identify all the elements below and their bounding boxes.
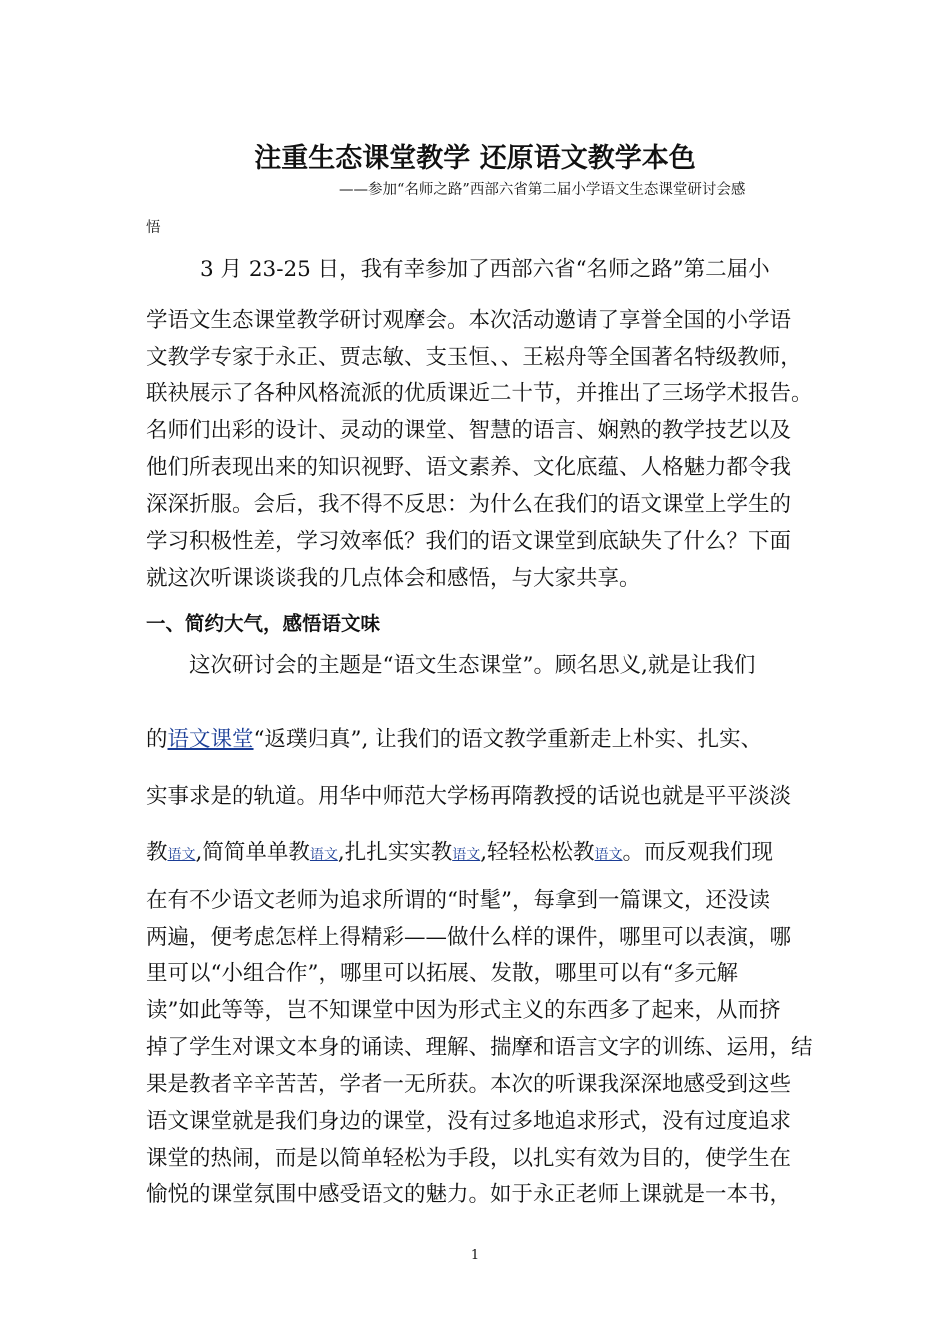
paragraph-line: 名师们出彩的设计、灵动的课堂、智慧的语言、娴熟的教学技艺以及 [146,418,792,443]
paragraph-line: 这次研讨会的主题是“语文生态课堂”。顾名思义,就是让我们 [189,653,756,678]
page-number: 1 [470,1248,480,1263]
paragraph-line: 里可以“小组合作”，哪里可以拓展、发散，哪里可以有“多元解 [146,961,738,986]
section-heading: 一、简约大气，感悟语文味 [146,612,381,635]
paragraph-line: 学习积极性差，学习效率低？我们的语文课堂到底缺失了什么？下面 [146,529,792,554]
paragraph-line: 果是教者辛辛苦苦，学者一无所获。本次的听课我深深地感受到这些 [146,1072,792,1097]
paragraph-line: 3 月 23-25 日，我有幸参加了西部六省“名师之路”第二届小 [200,257,770,282]
paragraph-line: 愉悦的课堂氛围中感受语文的魅力。如于永正老师上课就是一本书， [146,1182,792,1207]
paragraph-line: 学语文生态课堂教学研讨观摩会。本次活动邀请了享誉全国的小学语 [146,308,792,333]
document-subtitle: ——参加“名师之路”西部六省第二届小学语文生态课堂研讨会感 [339,182,746,198]
document-title: 注重生态课堂教学 还原语文教学本色 [254,143,696,174]
paragraph-line [146,842,773,864]
text-fragment: “返璞归真”, 让我们的语文教学重新走上朴实、扎实、 [253,727,763,752]
paragraph-line: 语文课堂就是我们身边的课堂，没有过多地追求形式，没有过度追求 [146,1109,792,1134]
paragraph-line: 就这次听课谈谈我的几点体会和感悟，与大家共享。 [146,566,641,591]
text-fragment: ,扎扎实实教 [337,840,453,865]
text-fragment: ,简简单单教 [195,840,310,865]
text-fragment: 的 [146,727,168,752]
text-fragment: 教 [146,840,168,865]
text-fragment: 。而反观我们现 [622,840,774,865]
hyperlink-yuwen[interactable]: 语文 [167,847,196,863]
paragraph-line: 读”如此等等，岂不知课堂中因为形式主义的东西多了起来，从而挤 [146,998,781,1023]
paragraph-line: 在有不少语文老师为追求所谓的“时髦”，每拿到一篇课文，还没读 [146,888,770,913]
document-subtitle-continuation: 悟 [146,220,161,236]
paragraph-line: 他们所表现出来的知识视野、语文素养、文化底蕴、人格魅力都令我 [146,455,792,480]
text-fragment: ,轻轻松松教 [480,840,595,865]
paragraph-line: 课堂的热闹，而是以简单轻松为手段，以扎实有效为目的，使学生在 [146,1146,792,1171]
paragraph-line [146,729,762,751]
paragraph-line: 联袂展示了各种风格流派的优质课近二十节，并推出了三场学术报告。 [146,381,813,406]
hyperlink-yuwen[interactable]: 语文 [309,847,338,863]
paragraph-line: 掉了学生对课文本身的诵读、理解、揣摩和语言文字的训练、运用，结 [146,1035,813,1060]
paragraph-line: 深深折服。会后，我不得不反思：为什么在我们的语文课堂上学生的 [146,492,792,517]
hyperlink-yuwen[interactable]: 语文 [452,847,481,863]
paragraph-line: 文教学专家于永正、贾志敏、支玉恒、、王崧舟等全国著名特级教师， [146,345,802,370]
hyperlink-yuwen-ketang[interactable]: 语文课堂 [167,727,254,752]
paragraph-line: 两遍，便考虑怎样上得精彩——做什么样的课件，哪里可以表演，哪 [146,925,792,950]
paragraph-line: 实事求是的轨道。用华中师范大学杨再隋教授的话说也就是平平淡淡 [146,784,792,809]
hyperlink-yuwen[interactable]: 语文 [594,847,623,863]
